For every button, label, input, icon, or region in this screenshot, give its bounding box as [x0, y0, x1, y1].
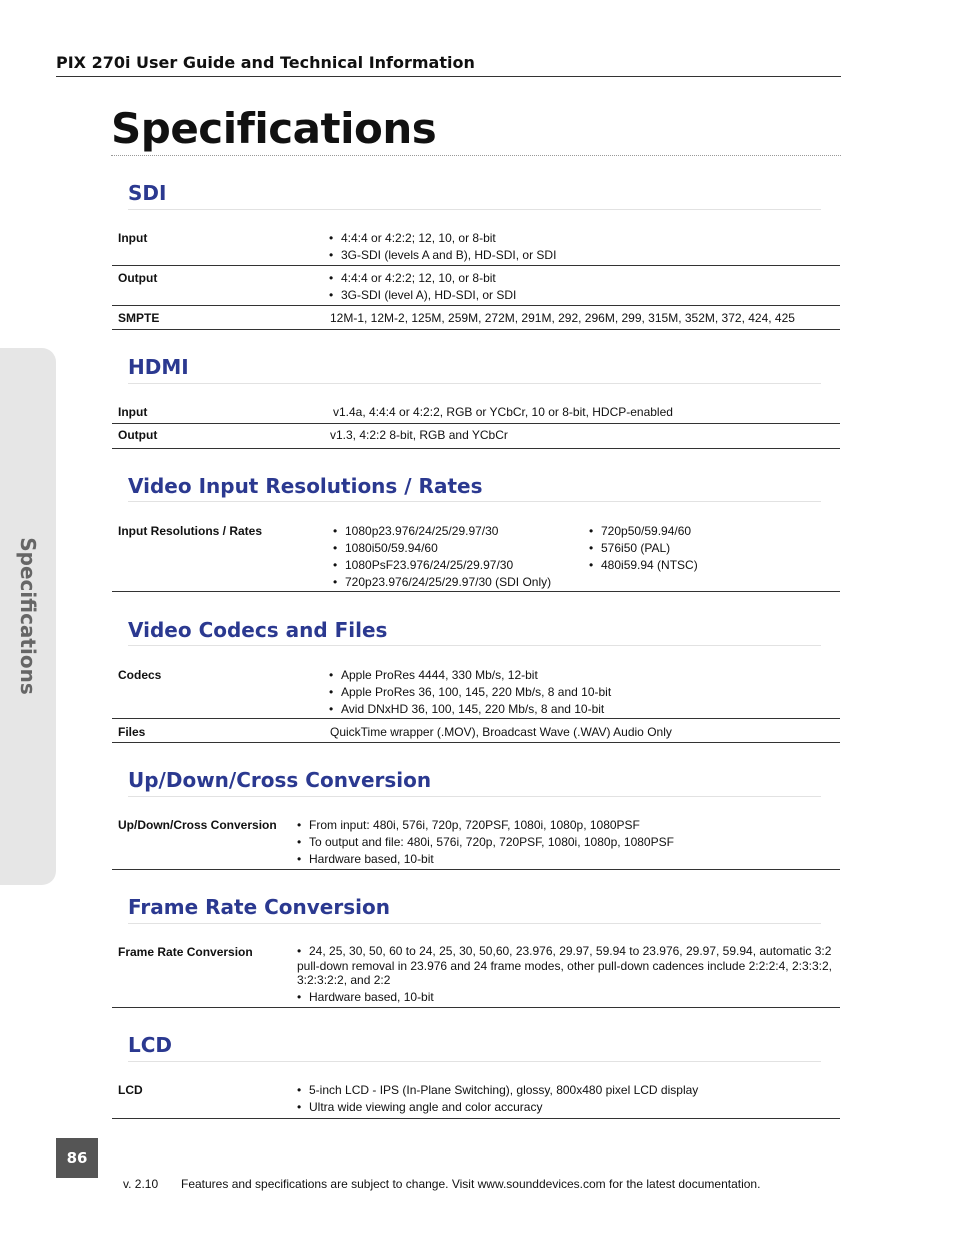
spec-row-conversion	[112, 817, 840, 870]
list-item: • 3G-SDI (levels A and B), HD-SDI, or SDI	[329, 247, 556, 264]
section-rule	[128, 501, 821, 502]
spec-list	[589, 523, 698, 574]
header-rule	[56, 76, 841, 77]
row-value: QuickTime wrapper (.MOV), Broadcast Wave (.WAV) Audio Only	[330, 725, 672, 739]
spec-list	[329, 270, 516, 304]
section-heading-lcd: LCD	[128, 1033, 173, 1057]
spec-row-sdi-output	[112, 270, 840, 306]
list-item: • Hardware based, 10-bit	[297, 990, 837, 1005]
footer-note: Features and specifications are subject to change. Visit www.sounddevices.com for the latest documentation.	[181, 1177, 761, 1191]
page-number: 86	[56, 1138, 98, 1178]
row-label: Input	[118, 405, 148, 419]
section-rule	[128, 383, 821, 384]
section-heading-codecs: Video Codecs and Files	[128, 618, 388, 642]
spec-list	[329, 230, 556, 264]
list-item: • To output and file: 480i, 576i, 720p, 720PSF, 1080i, 1080p, 1080PSF	[297, 834, 674, 851]
list-item: • From input: 480i, 576i, 720p, 720PSF, 1080i, 1080p, 1080PSF	[297, 817, 674, 834]
list-item: • Apple ProRes 4444, 330 Mb/s, 12-bit	[329, 667, 611, 684]
list-item: • 1080p23.976/24/25/29.97/30	[333, 523, 551, 540]
spec-list	[329, 667, 611, 718]
spec-row-lcd	[112, 1082, 840, 1119]
row-label: Input	[118, 231, 148, 245]
list-item: • 1080i50/59.94/60	[333, 540, 551, 557]
section-rule	[128, 1061, 821, 1062]
spec-row-files	[112, 724, 840, 743]
row-label: Frame Rate Conversion	[118, 945, 253, 959]
row-label: Output	[118, 271, 158, 285]
section-heading-frame-rate: Frame Rate Conversion	[128, 895, 390, 919]
section-heading-sdi: SDI	[128, 181, 167, 205]
row-value: 12M-1, 12M-2, 125M, 259M, 272M, 291M, 292, 296M, 299, 315M, 352M, 372, 424, 425	[330, 311, 795, 325]
section-heading-conversion: Up/Down/Cross Conversion	[128, 768, 432, 792]
document-header-title: PIX 270i User Guide and Technical Information	[56, 53, 475, 72]
title-rule	[111, 155, 841, 156]
spec-row-input-resolutions	[112, 523, 840, 592]
row-value: v1.3, 4:2:2 8-bit, RGB and YCbCr	[330, 428, 508, 442]
spec-list	[297, 1082, 698, 1116]
list-item: • 3G-SDI (level A), HD-SDI, or SDI	[329, 287, 516, 304]
list-item: • 720p50/59.94/60	[589, 523, 698, 540]
section-rule	[128, 645, 821, 646]
row-label: SMPTE	[118, 311, 160, 325]
row-label: Files	[118, 725, 146, 739]
row-label: Up/Down/Cross Conversion	[118, 818, 277, 832]
side-tab-label: Specifications	[16, 537, 40, 695]
page-title: Specifications	[111, 104, 437, 153]
section-rule	[128, 923, 821, 924]
list-item: • 4:4:4 or 4:2:2; 12, 10, or 8-bit	[329, 230, 556, 247]
row-label: Output	[118, 428, 158, 442]
section-rule	[128, 209, 821, 210]
section-heading-video-input: Video Input Resolutions / Rates	[128, 474, 483, 498]
spec-row-hdmi-input	[112, 404, 840, 424]
spec-row-frame-rate	[112, 944, 840, 1008]
list-item: • 1080PsF23.976/24/25/29.97/30	[333, 557, 551, 574]
list-item: • Ultra wide viewing angle and color accuracy	[297, 1099, 698, 1116]
list-item: • 5-inch LCD - IPS (In-Plane Switching), glossy, 800x480 pixel LCD display	[297, 1082, 698, 1099]
list-item: • 720p23.976/24/25/29.97/30 (SDI Only)	[333, 574, 551, 591]
list-item: • 24, 25, 30, 50, 60 to 24, 25, 30, 50,60, 23.976, 29.97, 59.94 to 23.976, 29.97, 59.94, automatic 3:2 pull-down removal in 23.976 and 24 frame modes, other pull-down cadences include 2:2:2:4, 2:3:3:2, 3:2:3:2:2, and 2:2	[297, 944, 837, 988]
spec-row-sdi-input	[112, 230, 840, 266]
footer-version: v. 2.10	[123, 1177, 159, 1191]
row-label: Codecs	[118, 668, 162, 682]
section-heading-hdmi: HDMI	[128, 355, 189, 379]
list-item: • 576i50 (PAL)	[589, 540, 698, 557]
row-label: LCD	[118, 1083, 143, 1097]
list-item: • Avid DNxHD 36, 100, 145, 220 Mb/s, 8 and 10-bit	[329, 701, 611, 718]
list-item: • Hardware based, 10-bit	[297, 851, 674, 868]
spec-list	[297, 817, 674, 868]
list-item: • 480i59.94 (NTSC)	[589, 557, 698, 574]
spec-list	[333, 523, 551, 591]
section-rule	[128, 796, 821, 797]
spec-row-sdi-smpte	[112, 310, 840, 330]
spec-row-codecs	[112, 667, 840, 719]
list-item: • Apple ProRes 36, 100, 145, 220 Mb/s, 8 and 10-bit	[329, 684, 611, 701]
list-item: • 4:4:4 or 4:2:2; 12, 10, or 8-bit	[329, 270, 516, 287]
row-value: v1.4a, 4:4:4 or 4:2:2, RGB or YCbCr, 10 or 8-bit, HDCP-enabled	[333, 405, 673, 419]
row-label: Input Resolutions / Rates	[118, 524, 263, 538]
spec-list	[297, 944, 837, 1004]
spec-row-hdmi-output	[112, 427, 840, 449]
